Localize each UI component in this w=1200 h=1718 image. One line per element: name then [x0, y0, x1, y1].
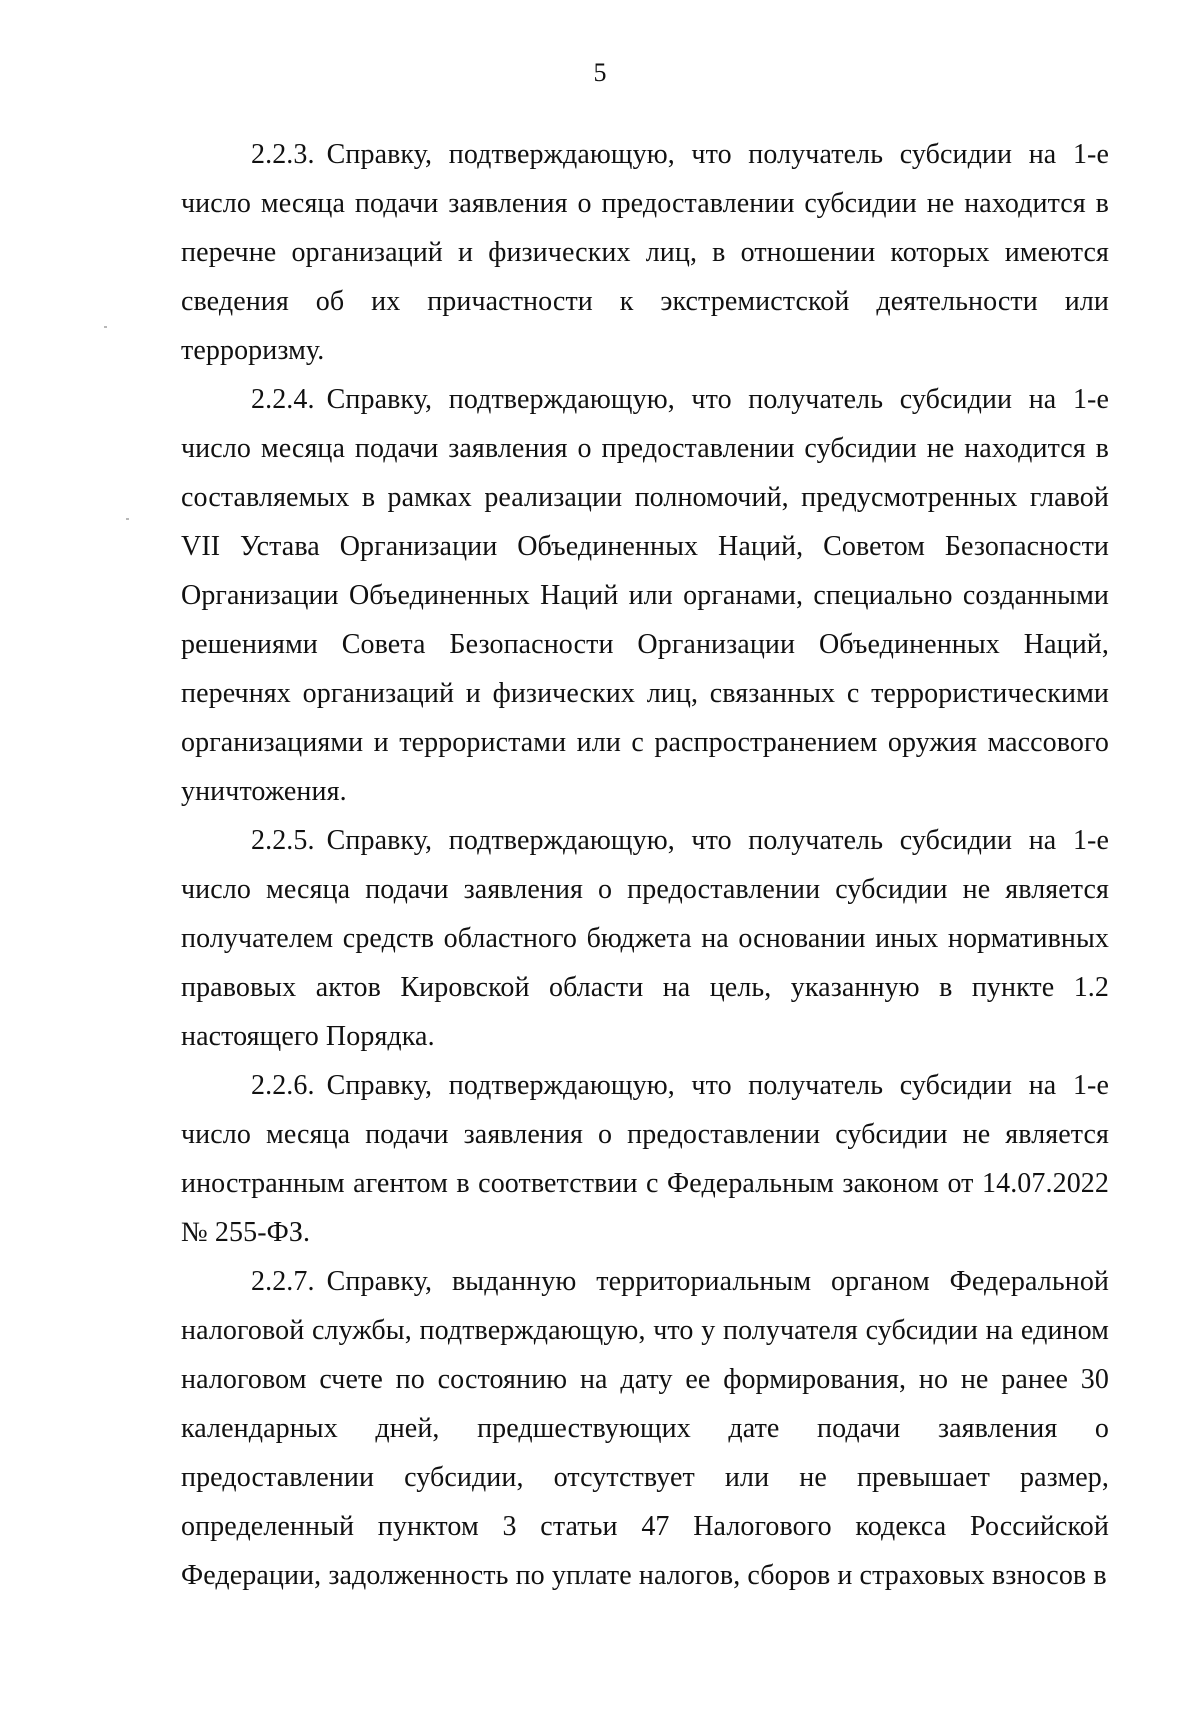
paragraph-text: Справку, подтверждающую, что получатель субсидии на 1-е число месяца подачи заявления о предоставлении субсидии не находится в перечне организаций и физических лиц, в отношении которых имеются сведения об их причастности к экстремистской деятельности или терроризму. [181, 139, 1109, 366]
paragraph-text: Справку, подтверждающую, что получатель субсидии на 1-е число месяца подачи заявления о предоставлении субсидии не является иностранным агентом в соответствии с Федеральным законом от 14.07.2022 № 255-ФЗ. [181, 1070, 1109, 1248]
paragraph-text: Справку, подтверждающую, что получатель субсидии на 1-е число месяца подачи заявления о предоставлении субсидии не находится в составляемых в рамках реализации полномочий, предусмотренных главой VII Устава Организации Объединенных Наций, Советом Безопасности Организации Объединенных Наций или органами, специально созданными решениями Совета Безопасности Организации Объединенных Наций, перечнях организаций и физических лиц, связанных с террористическими организациями и террористами или с распространением оружия массового уничтожения. [181, 384, 1109, 807]
scan-speck [104, 326, 107, 328]
paragraph-text: Справку, выданную территориальным органом Федеральной налоговой службы, подтверждающую, что у получателя субсидии на едином налоговом счете по состоянию на дату ее формирования, но не ранее 30 календарных дней, предшествующих дате подачи заявления о предоставлении субсидии, отсутствует или не превышает размер, определенный пунктом 3 статьи 47 Налогового кодекса Российской Федерации, задолженность по уплате налогов, сборов и страховых взносов в [181, 1266, 1109, 1591]
paragraph-text: Справку, подтверждающую, что получатель субсидии на 1-е число месяца подачи заявления о предоставлении субсидии не является получателем средств областного бюджета на основании иных нормативных правовых актов Кировской области на цель, указанную в пункте 1.2 настоящего Порядка. [181, 825, 1109, 1052]
paragraph-2-2-6 [181, 1061, 1109, 1257]
page-number: 5 [593, 58, 607, 87]
document-body [181, 130, 1109, 1600]
paragraph-2-2-3 [181, 130, 1109, 375]
paragraph-number: 2.2.6. [251, 1070, 315, 1101]
paragraph-number: 2.2.3. [251, 139, 315, 170]
paragraph-number: 2.2.5. [251, 825, 315, 856]
paragraph-2-2-4 [181, 375, 1109, 816]
paragraph-2-2-7 [181, 1257, 1109, 1600]
scan-speck [126, 518, 129, 520]
paragraph-number: 2.2.4. [251, 384, 315, 415]
paragraph-2-2-5 [181, 816, 1109, 1061]
paragraph-number: 2.2.7. [251, 1266, 315, 1297]
